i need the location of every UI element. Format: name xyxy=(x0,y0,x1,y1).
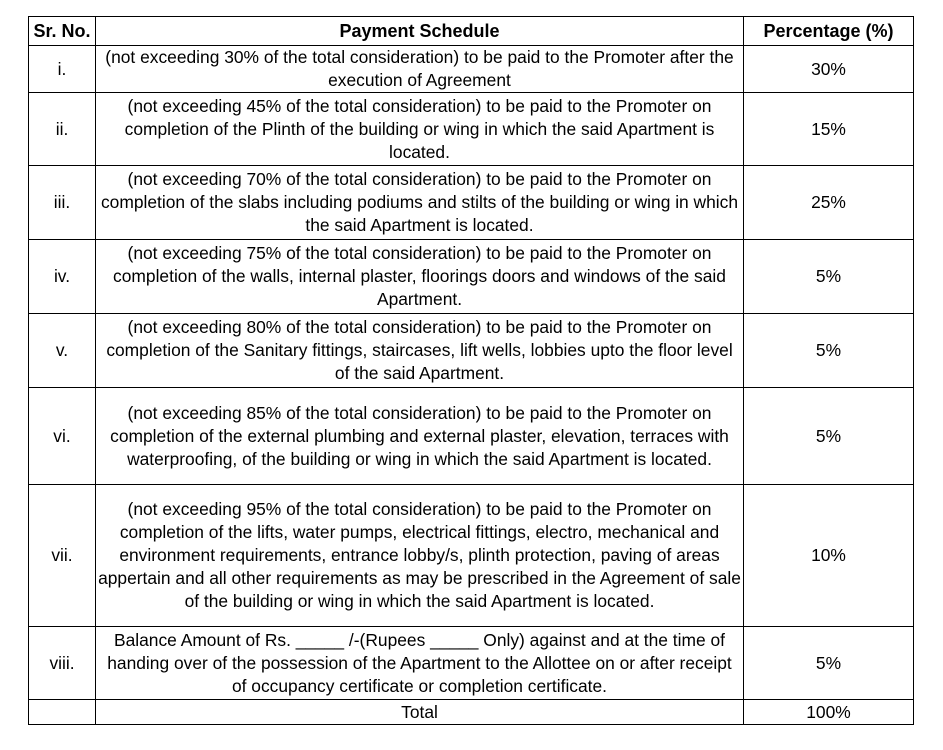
row-percentage: 15% xyxy=(744,93,914,166)
payment-schedule-table xyxy=(28,16,914,725)
row-percentage: 30% xyxy=(744,46,914,93)
row-sr-no: vii. xyxy=(29,485,96,627)
table-row xyxy=(29,46,914,93)
table-row xyxy=(29,240,914,314)
total-label: Total xyxy=(96,700,744,725)
row-sr-no: i. xyxy=(29,46,96,93)
row-schedule-text: (not exceeding 85% of the total consideration) to be paid to the Promoter on completion of the external plumbing and external plaster, elevation, terraces with waterproofing, of the building or wing in which the said Apartment is located. xyxy=(96,388,744,485)
row-sr-no: viii. xyxy=(29,627,96,700)
table-row xyxy=(29,166,914,240)
table-row xyxy=(29,388,914,485)
row-percentage: 5% xyxy=(744,627,914,700)
total-empty-cell xyxy=(29,700,96,725)
row-percentage: 10% xyxy=(744,485,914,627)
row-schedule-text: (not exceeding 45% of the total consideration) to be paid to the Promoter on completion of the Plinth of the building or wing in which the said Apartment is located. xyxy=(96,93,744,166)
row-percentage: 5% xyxy=(744,388,914,485)
row-sr-no: vi. xyxy=(29,388,96,485)
row-schedule-text: (not exceeding 70% of the total consideration) to be paid to the Promoter on completion of the slabs including podiums and stilts of the building or wing in which the said Apartment is located. xyxy=(96,166,744,240)
payment-schedule-container xyxy=(28,16,914,725)
header-sr-no: Sr. No. xyxy=(29,17,96,46)
header-payment-schedule: Payment Schedule xyxy=(96,17,744,46)
table-header-row xyxy=(29,17,914,46)
row-schedule-text: (not exceeding 80% of the total consideration) to be paid to the Promoter on completion of the Sanitary fittings, staircases, lift wells, lobbies upto the floor level of the said Apartment. xyxy=(96,314,744,388)
row-sr-no: ii. xyxy=(29,93,96,166)
row-schedule-text: (not exceeding 95% of the total consideration) to be paid to the Promoter on completion of the lifts, water pumps, electrical fittings, electro, mechanical and environment requirements, entrance lobby/s, plinth protection, paving of areas appertain and all other requirements as may be prescribed in the Agreement of sale of the building or wing in which the said Apartment is located. xyxy=(96,485,744,627)
table-row xyxy=(29,93,914,166)
table-row xyxy=(29,627,914,700)
total-row xyxy=(29,700,914,725)
table-row xyxy=(29,314,914,388)
row-sr-no: v. xyxy=(29,314,96,388)
row-sr-no: iv. xyxy=(29,240,96,314)
row-percentage: 5% xyxy=(744,314,914,388)
row-sr-no: iii. xyxy=(29,166,96,240)
header-percentage: Percentage (%) xyxy=(744,17,914,46)
table-row xyxy=(29,485,914,627)
row-schedule-text: Balance Amount of Rs. _____ /-(Rupees _____ Only) against and at the time of handing over of the possession of the Apartment to the Allottee on or after receipt of occupancy certificate or completion certificate. xyxy=(96,627,744,700)
row-percentage: 5% xyxy=(744,240,914,314)
row-schedule-text: (not exceeding 30% of the total consideration) to be paid to the Promoter after the execution of Agreement xyxy=(96,46,744,93)
row-schedule-text: (not exceeding 75% of the total consideration) to be paid to the Promoter on completion of the walls, internal plaster, floorings doors and windows of the said Apartment. xyxy=(96,240,744,314)
total-percentage: 100% xyxy=(744,700,914,725)
row-percentage: 25% xyxy=(744,166,914,240)
